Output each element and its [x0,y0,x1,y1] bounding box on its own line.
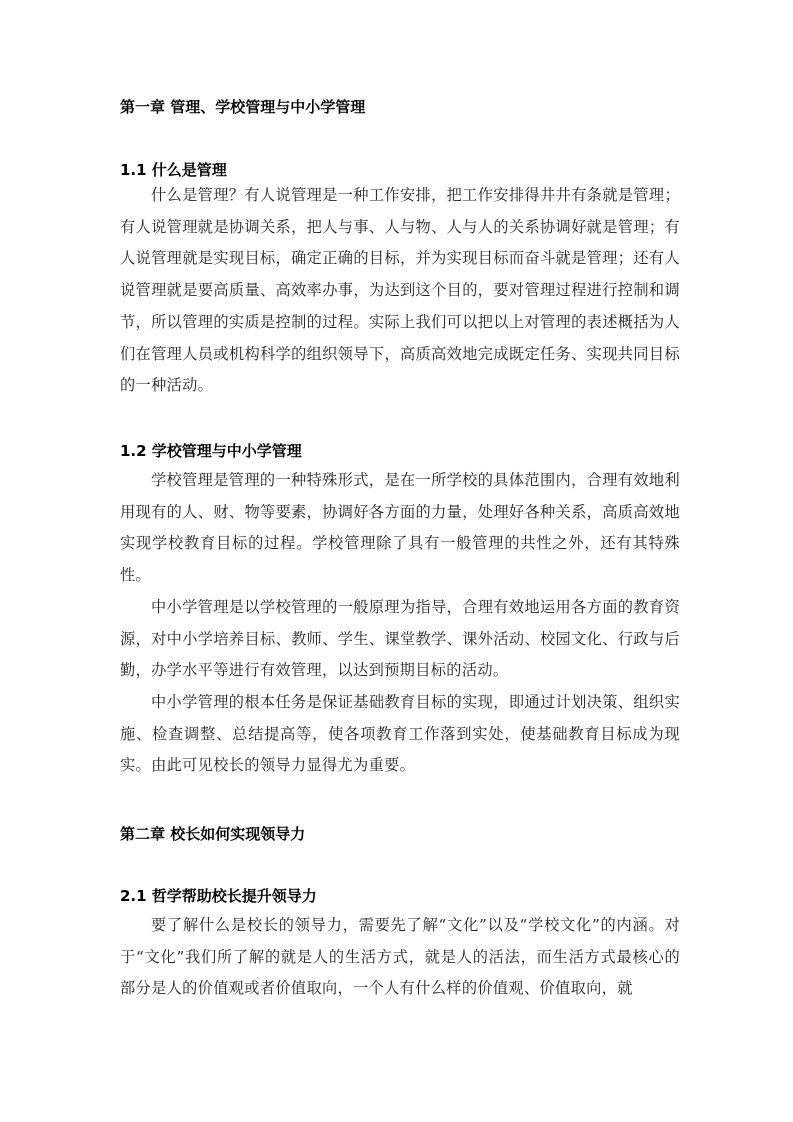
chapter-1-title: 第一章 管理、学校管理与中小学管理 [120,98,366,116]
section-1-2-heading: 1.2 学校管理与中小学管理 [120,442,302,460]
section-1-2-paragraph-2: 中小学管理是以学校管理的一般原理为指导，合理有效地运用各方面的教育资源，对中小学培养目标、教师、学生、课堂教学、课外活动、校园文化、行政与后勤，办学水平等进行有效管理，以达到预期目标的活动。 [120,598,680,680]
section-1-2-paragraph-1: 学校管理是管理的一种特殊形式，是在一所学校的具体范围内，合理有效地利用现有的人、财、物等要素，协调好各方面的力量，处理好各种关系，高质高效地实现学校教育目标的过程。学校管理除了具有一般管理的共性之外，还有其特殊性。 [120,471,680,585]
section-2-1-paragraph-1: 要了解什么是校长的领导力，需要先了解“文化”以及“学校文化”的内涵。对于“文化”我们所了解的就是人的生活方式，就是人的活法，而生活方式最核心的部分是人的价值观或者价值取向，一个人有什么样的价值观、价值取向，就 [120,916,680,998]
section-1-1-paragraph-1: 什么是管理？有人说管理是一种工作安排，把工作安排得井井有条就是管理；有人说管理就是协调关系，把人与事、人与物、人与人的关系协调好就是管理；有人说管理就是实现目标，确定正确的目标，并为实现目标而奋斗就是管理；还有人说管理就是要高质量、高效率办事，为达到这个目的，要对管理过程进行控制和调节，所以管理的实质是控制的过程。实际上我们可以把以上对管理的表述概括为人们在管理人员或机构科学的组织领导下，高质高效地完成既定任务、实现共同目标的一种活动。 [120,186,680,395]
section-2-1-heading: 2.1 哲学帮助校长提升领导力 [120,887,317,905]
section-1-1-heading: 1.1 什么是管理 [120,161,227,179]
chapter-2-title: 第二章 校长如何实现领导力 [120,825,306,843]
section-1-2-paragraph-3: 中小学管理的根本任务是保证基础教育目标的实现，即通过计划决策、组织实施、检查调整、总结提高等，使各项教育工作落到实处，使基础教育目标成为现实。由此可见校长的领导力显得尤为重要。 [120,693,680,775]
